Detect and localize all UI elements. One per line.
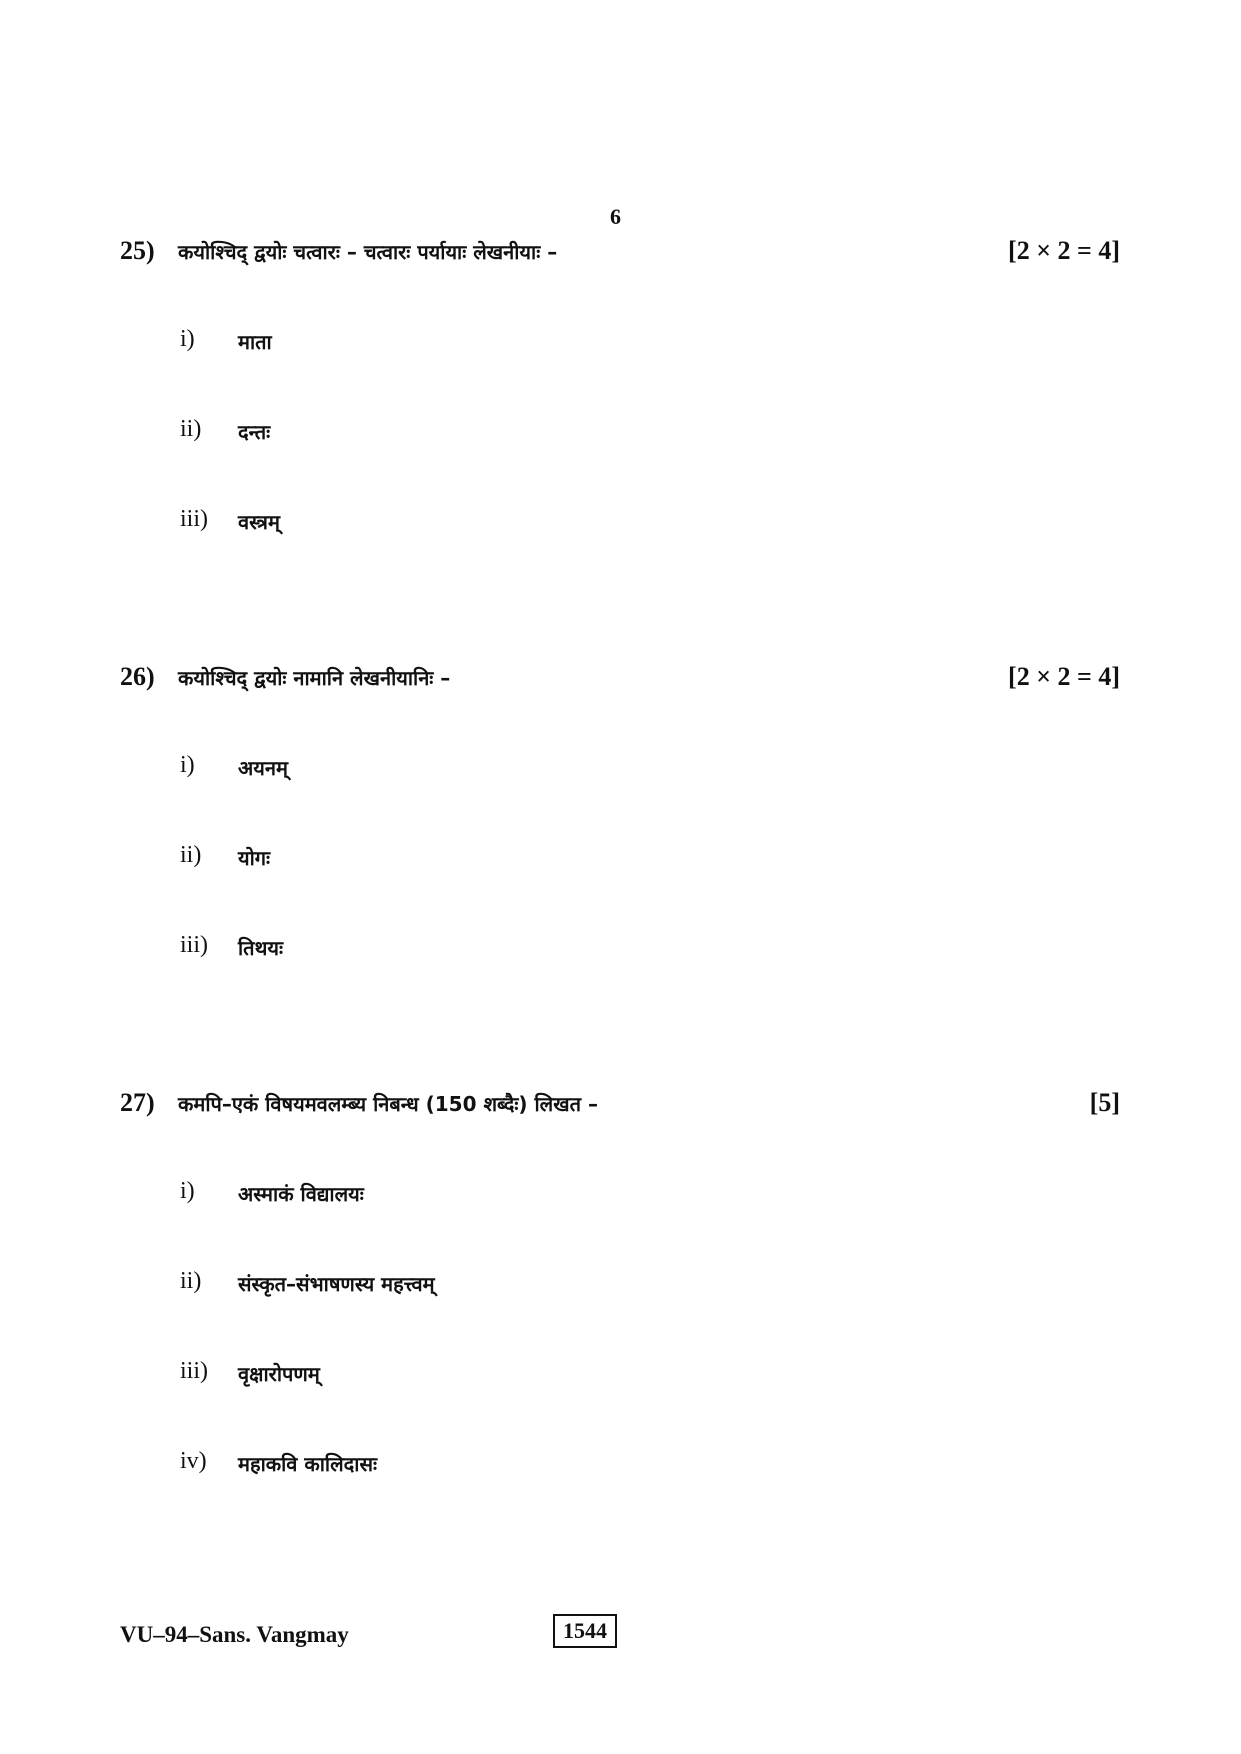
- option-text: अयनम्: [238, 756, 288, 780]
- option-item: [180, 1448, 780, 1484]
- question-number: 25): [120, 236, 155, 265]
- question-number: 26): [120, 662, 155, 691]
- option-text: अस्माकं विद्यालयः: [238, 1182, 364, 1206]
- question-marks: [5]: [1089, 1088, 1120, 1117]
- option-label: ii): [180, 842, 202, 868]
- option-text: माता: [238, 330, 272, 354]
- option-item: [180, 506, 780, 542]
- question-marks: [2 × 2 = 4]: [1008, 662, 1120, 691]
- question-marks: [2 × 2 = 4]: [1008, 236, 1120, 265]
- option-text: वस्त्रम्: [238, 510, 280, 534]
- option-label: iii): [180, 506, 208, 532]
- option-label: iii): [180, 932, 208, 958]
- question-text: कमपि–एकं विषयमवलम्ब्य निबन्ध (150 शब्दैः) लिखत –: [178, 1092, 598, 1116]
- option-text: संस्कृत–संभाषणस्य महत्त्वम्: [238, 1272, 435, 1296]
- footer-paper-code: VU–94–Sans. Vangmay: [120, 1622, 349, 1647]
- option-item: [180, 752, 780, 788]
- option-label: i): [180, 752, 195, 778]
- question-text: कयोश्चिद् द्वयोः नामानि लेखनीयानिः –: [178, 666, 451, 690]
- option-text: महाकवि कालिदासः: [238, 1452, 378, 1476]
- option-text: तिथयः: [238, 936, 283, 960]
- question-27: [120, 1088, 1120, 1128]
- option-label: i): [180, 326, 195, 352]
- option-item: [180, 326, 780, 362]
- option-text: वृक्षारोपणम्: [238, 1362, 320, 1386]
- option-label: iii): [180, 1358, 208, 1384]
- footer-page-box: 1544: [553, 1614, 617, 1648]
- option-item: [180, 932, 780, 968]
- option-item: [180, 416, 780, 452]
- option-item: [180, 1268, 780, 1304]
- option-item: [180, 1358, 780, 1394]
- question-text: कयोश्चिद् द्वयोः चत्वारः – चत्वारः पर्यायाः लेखनीयाः –: [178, 240, 558, 264]
- option-item: [180, 1178, 780, 1214]
- question-25: [120, 236, 1120, 276]
- option-text: योगः: [238, 846, 271, 870]
- option-label: iv): [180, 1448, 207, 1474]
- option-label: i): [180, 1178, 195, 1204]
- option-label: ii): [180, 416, 202, 442]
- option-item: [180, 842, 780, 878]
- question-26: [120, 662, 1120, 702]
- option-text: दन्तः: [238, 420, 271, 444]
- question-number: 27): [120, 1088, 155, 1117]
- page-number: 6: [610, 204, 621, 229]
- option-label: ii): [180, 1268, 202, 1294]
